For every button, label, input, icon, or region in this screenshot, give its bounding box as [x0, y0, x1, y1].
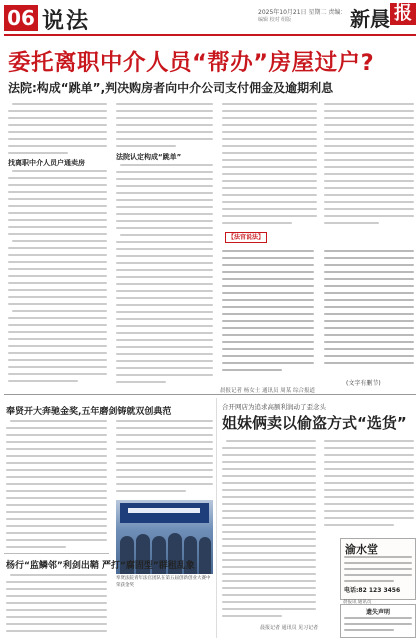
ad-brand: 渝水堂: [345, 543, 378, 556]
section-number-badge: 06: [4, 5, 38, 31]
story4-kicker: 合开网店为追求高额利润动了歪念头: [222, 403, 326, 411]
editor-credits: 编辑 校对 组版: [258, 17, 292, 23]
notice-title: 遗失声明: [365, 609, 390, 616]
notice-box: [340, 604, 416, 638]
story3-headline: 杨行“监鳞邻”利剑出鞘 严打“腐固型”群租乱象: [6, 561, 195, 571]
ad-phone: 电话:82 123 3456: [344, 587, 401, 594]
story4-headline: 姐妹俩卖以偷盗方式“选货”: [222, 414, 407, 432]
logo-text: 新晨: [350, 7, 390, 31]
main-story-byline: 晨报记者 杨女士 通讯员 周某 综合报道: [220, 388, 315, 394]
notice-byline: 晨报讯 通讯员: [343, 600, 372, 605]
photo-caption: 奉贤法院青年法官团队在第五届创新创业大赛中荣获金奖: [116, 576, 211, 588]
main-headline: 委托离职中介人员“帮办”房屋过户?: [8, 50, 375, 76]
section-divider: [4, 394, 416, 395]
column-divider: [216, 398, 217, 638]
story3-divider: [4, 553, 109, 554]
issue-date: 2025年10月21日 星期二 责编：: [258, 9, 347, 16]
story4-byline: 晨报记者 通讯员 见习记者: [260, 625, 319, 631]
advertisement-box: [340, 538, 416, 600]
section-head-1: 找离职中介人员户通卖房: [8, 159, 85, 167]
story2-headline: 奉贤开大奔驰金奖,五年磨剑铸就双创典范: [6, 407, 172, 417]
main-subheadline: 法院:构成“跳单”,判决购房者向中介公司支付佣金及逾期利息: [8, 81, 334, 95]
section-title: 说法: [42, 9, 91, 34]
section-head-2: 法院认定构成“跳单”: [116, 153, 182, 161]
newspaper-logo: [350, 3, 416, 33]
judge-remark-label: 【法官说法】: [225, 232, 267, 243]
remark-note: (文字有删节): [346, 380, 381, 387]
logo-accent: 报: [390, 3, 416, 25]
header-rule: [4, 34, 416, 36]
